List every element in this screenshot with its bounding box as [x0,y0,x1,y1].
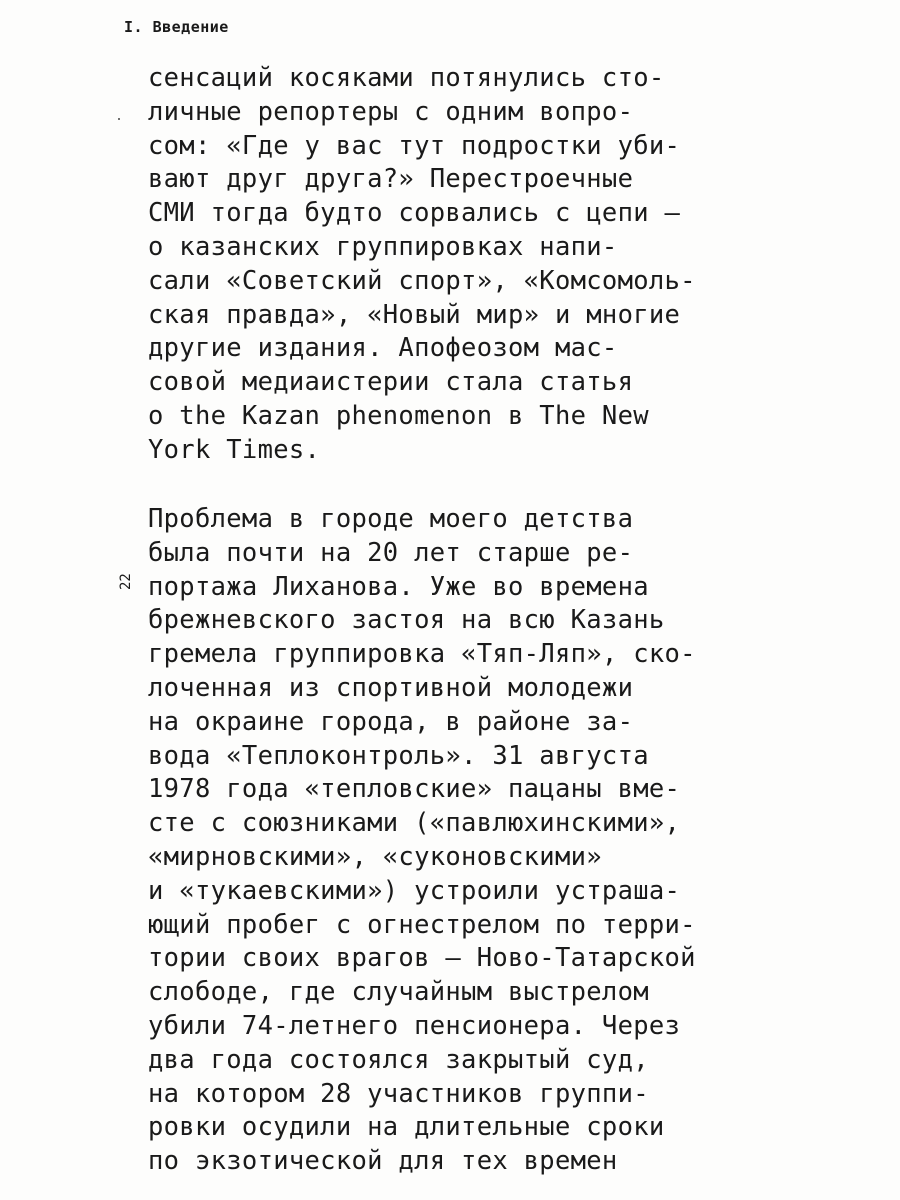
running-head: I. Введение [124,18,229,36]
text-line: сали «Советский спорт», «Комсомоль- [148,265,696,296]
text-line: по экзотической для тех времен [148,1146,618,1177]
text-line: на котором 28 участников группи- [148,1078,649,1109]
text-line: вода «Теплоконтроль». 31 августа [148,740,649,771]
text-line: и «тукаевскими») устроили устраша- [148,875,681,906]
text-line: брежневского застоя на всю Казань [148,605,665,636]
text-line: слободе, где случайным выстрелом [148,977,649,1008]
text-line: ровки осудили на длительные сроки [148,1112,665,1143]
paragraph-1 [148,62,848,468]
paragraph-2 [148,503,848,1179]
text-line: два года состоялся закрытый суд, [148,1044,649,1075]
text-line: York Times. [148,434,321,465]
text-line: Проблема в городе моего детства [148,504,634,534]
text-line: была почти на 20 лет старше ре- [148,537,634,568]
text-line: ская правда», «Новый мир» и многие [148,299,681,330]
text-line: на окраине города, в районе за- [148,706,634,737]
text-line: 1978 года «тепловские» пацаны вме- [148,774,681,805]
text-line: о the Kazan phenomenon в The New [148,400,649,431]
text-line: ющий пробег с огнестрелом по терри- [148,909,696,940]
text-line: сом: «Где у вас тут подростки уби- [148,130,681,161]
page-number: 22 [118,573,134,590]
text-line: СМИ тогда будто сорвались с цепи — [148,198,681,229]
text-line: гремела группировка «Тяп-Ляп», ско- [148,639,696,670]
text-line: «мирновскими», «суконовскими» [148,841,602,872]
text-line: лоченная из спортивной молодежи [148,672,634,703]
text-line: сенсаций косяками потянулись сто- [148,63,665,93]
text-line: портажа Лиханова. Уже во времена [148,571,649,602]
text-line: сте с союзниками («павлюхинскими», [148,808,681,839]
text-line: о казанских группировках напи- [148,231,618,262]
page-mark [118,118,120,120]
text-line: личные репортеры с одним вопро- [148,96,634,127]
text-line: тории своих врагов — Ново-Татарской [148,943,696,974]
text-line: убили 74-летнего пенсионера. Через [148,1010,681,1041]
text-line: другие издания. Апофеозом мас- [148,333,618,364]
text-line: совой медиаистерии стала статья [148,367,634,398]
text-line: вают друг друга?» Перестроечные [148,164,634,195]
